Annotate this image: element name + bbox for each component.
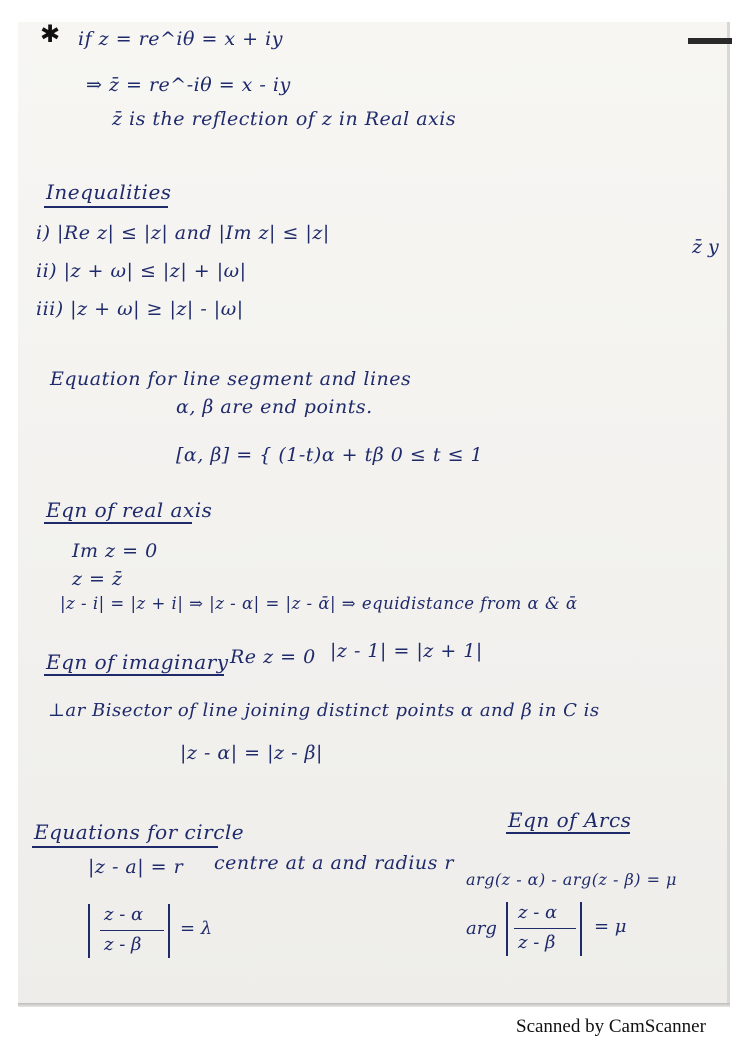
- circle-fraction-numerator: z - α: [104, 904, 144, 925]
- inequality-1: i) |Re z| ≤ |z| and |Im z| ≤ |z|: [36, 222, 330, 244]
- bisector-equation: |z - α| = |z - β|: [180, 742, 323, 764]
- real-axis-eq2: z = z̄: [72, 568, 123, 590]
- scanner-watermark: Scanned by CamScanner: [516, 1016, 706, 1037]
- circle-fraction-rhs: = λ: [180, 918, 213, 939]
- imaginary-axis-eq2: |z - 1| = |z + 1|: [330, 640, 483, 662]
- bisector-line: ⊥ar Bisector of line joining distinct points α and β in C is: [48, 700, 600, 721]
- circle-equation: |z - a| = r: [88, 856, 184, 878]
- bullet-star-icon: ✱: [40, 20, 61, 48]
- segment-heading: Equation for line segment and lines: [50, 368, 412, 390]
- inequalities-heading: Inequalities: [46, 180, 172, 204]
- abs-bar-right: [580, 902, 582, 956]
- circle-description: centre at a and radius r: [214, 852, 455, 874]
- real-axis-eq1: Im z = 0: [72, 540, 158, 562]
- circle-fraction-denominator: z - β: [104, 934, 142, 955]
- inequality-2: ii) |z + ω| ≤ |z| + |ω|: [36, 260, 247, 282]
- imaginary-axis-eq1: Re z = 0: [230, 646, 316, 668]
- binding-mark: [688, 38, 732, 44]
- conjugate-line: ⇒ z̄ = re^-iθ = x - iy: [86, 74, 291, 96]
- real-axis-heading: Eqn of real axis: [46, 498, 213, 522]
- arcs-fraction-numerator: z - α: [518, 902, 558, 923]
- margin-note: z̄ y: [692, 236, 719, 258]
- heading-underline: [32, 846, 218, 848]
- imaginary-axis-heading: Eqn of imaginary: [46, 650, 229, 674]
- sheet-right-edge: [727, 22, 730, 1007]
- abs-bar-left: [506, 902, 508, 956]
- arcs-fraction-denominator: z - β: [518, 932, 556, 953]
- segment-endpoints: α, β are end points.: [176, 396, 373, 418]
- abs-bar-left: [88, 904, 90, 958]
- arcs-fraction-rhs: = μ: [594, 916, 627, 937]
- sheet-bottom-edge: [18, 1003, 730, 1007]
- heading-underline: [44, 206, 168, 208]
- polar-form-line: if z = re^iθ = x + iy: [78, 28, 283, 50]
- inequality-3: iii) |z + ω| ≥ |z| - |ω|: [36, 298, 244, 320]
- heading-underline: [506, 832, 630, 834]
- arcs-arg-prefix: arg: [466, 918, 497, 939]
- real-axis-eq3: |z - i| = |z + i| ⇒ |z - α| = |z - ᾱ| ⇒ equidistance from α & ᾱ: [60, 594, 578, 613]
- arcs-equation: arg(z - α) - arg(z - β) = μ: [466, 870, 677, 889]
- circle-heading: Equations for circle: [34, 820, 245, 844]
- heading-underline: [44, 522, 192, 524]
- fraction-line: [514, 928, 576, 929]
- reflection-line: z̄ is the reflection of z in Real axis: [112, 108, 457, 130]
- fraction-line: [100, 930, 164, 931]
- segment-equation: [α, β] = { (1-t)α + tβ 0 ≤ t ≤ 1: [176, 444, 484, 466]
- heading-underline: [44, 674, 224, 676]
- arcs-heading: Eqn of Arcs: [508, 808, 632, 832]
- abs-bar-right: [168, 904, 170, 958]
